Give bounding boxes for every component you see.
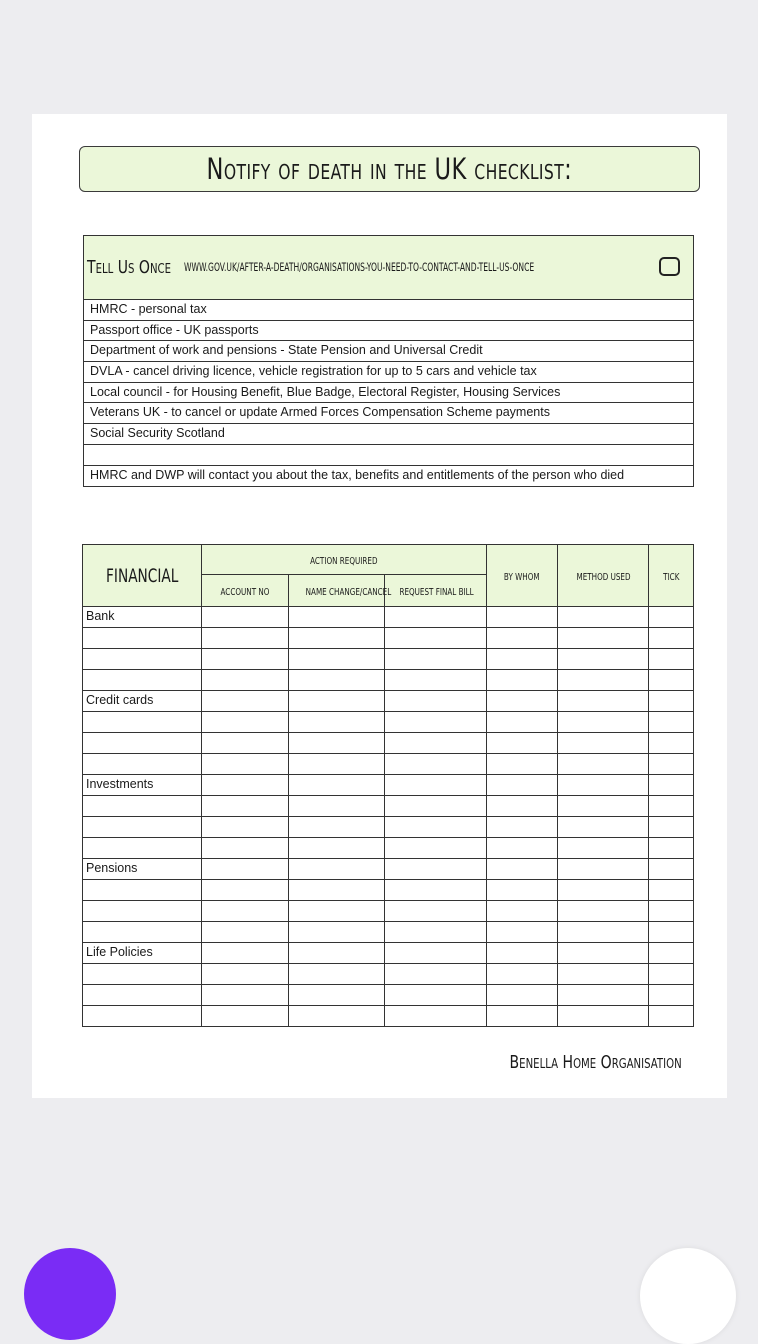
entry-cell[interactable] — [487, 649, 558, 670]
entry-cell[interactable] — [385, 754, 487, 775]
tick-header — [649, 545, 694, 607]
entry-cell[interactable] — [385, 1006, 487, 1027]
table-row — [83, 1006, 694, 1027]
entry-cell[interactable] — [558, 838, 649, 859]
entry-cell[interactable] — [385, 964, 487, 985]
entry-cell[interactable] — [487, 901, 558, 922]
entry-cell[interactable] — [385, 943, 487, 964]
entry-cell[interactable] — [649, 607, 694, 628]
entry-cell[interactable] — [487, 943, 558, 964]
section-label[interactable]: Bank — [83, 607, 202, 628]
entry-cell[interactable] — [385, 901, 487, 922]
entry-cell[interactable] — [202, 817, 289, 838]
entry-cell[interactable] — [289, 607, 385, 628]
entry-cell[interactable] — [558, 670, 649, 691]
entry-cell[interactable] — [202, 607, 289, 628]
by-whom-label: BY WHOM — [504, 571, 540, 583]
entry-cell[interactable] — [289, 712, 385, 733]
entry-cell[interactable] — [649, 796, 694, 817]
label-cell[interactable] — [83, 796, 202, 817]
entry-cell[interactable] — [487, 733, 558, 754]
entry-cell[interactable] — [289, 943, 385, 964]
entry-cell[interactable] — [649, 880, 694, 901]
entry-cell[interactable] — [558, 754, 649, 775]
entry-cell[interactable] — [649, 901, 694, 922]
entry-cell[interactable] — [385, 775, 487, 796]
financial-title: FINANCIAL — [105, 564, 179, 587]
section-label[interactable]: Investments — [83, 775, 202, 796]
action-required-header — [202, 545, 487, 575]
entry-cell[interactable] — [385, 796, 487, 817]
entry-cell[interactable] — [202, 775, 289, 796]
entry-cell[interactable] — [385, 859, 487, 880]
entry-cell[interactable] — [649, 754, 694, 775]
table-row — [83, 691, 694, 712]
entry-cell[interactable] — [385, 922, 487, 943]
entry-cell[interactable] — [487, 775, 558, 796]
footer-brand: Benella Home Organisation — [509, 1052, 682, 1073]
entry-cell[interactable] — [202, 859, 289, 880]
section-label[interactable]: Life Policies — [83, 943, 202, 964]
entry-cell[interactable] — [558, 649, 649, 670]
tuo-row-blank — [84, 445, 693, 466]
entry-cell[interactable] — [487, 964, 558, 985]
label-cell[interactable] — [83, 670, 202, 691]
label-cell[interactable] — [83, 880, 202, 901]
entry-cell[interactable] — [558, 628, 649, 649]
entry-cell[interactable] — [487, 607, 558, 628]
table-row — [83, 880, 694, 901]
checklist-sheet — [32, 114, 727, 1098]
entry-cell[interactable] — [385, 649, 487, 670]
entry-cell[interactable] — [289, 985, 385, 1006]
entry-cell[interactable] — [202, 628, 289, 649]
table-row — [83, 775, 694, 796]
tell-us-once-header — [84, 236, 693, 300]
entry-cell[interactable] — [487, 838, 558, 859]
entry-cell[interactable] — [202, 649, 289, 670]
entry-cell[interactable] — [487, 796, 558, 817]
label-cell[interactable] — [83, 649, 202, 670]
name-change-header — [289, 575, 392, 607]
entry-cell[interactable] — [202, 733, 289, 754]
entry-cell[interactable] — [385, 817, 487, 838]
section-label[interactable]: Credit cards — [83, 691, 202, 712]
entry-cell[interactable] — [649, 775, 694, 796]
label-cell[interactable] — [83, 922, 202, 943]
table-row — [83, 733, 694, 754]
entry-cell[interactable] — [385, 628, 487, 649]
entry-cell[interactable] — [202, 943, 289, 964]
entry-cell[interactable] — [202, 985, 289, 1006]
label-cell[interactable] — [83, 628, 202, 649]
table-row — [83, 712, 694, 733]
title-banner — [79, 146, 700, 192]
entry-cell[interactable] — [558, 775, 649, 796]
entry-cell[interactable] — [385, 712, 487, 733]
account-no-header — [202, 575, 289, 607]
tuo-row: Local council - for Housing Benefit, Blue Badge, Electoral Register, Housing Services — [84, 383, 693, 404]
purple-fab-button[interactable] — [24, 1248, 116, 1340]
entry-cell[interactable] — [289, 964, 385, 985]
entry-cell[interactable] — [289, 880, 385, 901]
table-row — [83, 901, 694, 922]
entry-cell[interactable] — [487, 817, 558, 838]
entry-cell[interactable] — [558, 964, 649, 985]
entry-cell[interactable] — [289, 838, 385, 859]
entry-cell[interactable] — [487, 1006, 558, 1027]
entry-cell[interactable] — [202, 922, 289, 943]
entry-cell[interactable] — [649, 985, 694, 1006]
entry-cell[interactable] — [289, 733, 385, 754]
label-cell[interactable] — [83, 985, 202, 1006]
entry-cell[interactable] — [487, 628, 558, 649]
table-row — [83, 859, 694, 880]
entry-cell[interactable] — [649, 922, 694, 943]
entry-cell[interactable] — [289, 922, 385, 943]
entry-cell[interactable] — [202, 838, 289, 859]
entry-cell[interactable] — [649, 964, 694, 985]
entry-cell[interactable] — [649, 691, 694, 712]
entry-cell[interactable] — [385, 607, 487, 628]
label-cell[interactable] — [83, 733, 202, 754]
tell-us-once-checkbox[interactable] — [659, 257, 680, 276]
table-row — [83, 607, 694, 628]
tuo-note: HMRC and DWP will contact you about the tax, benefits and entitlements of the person who died — [90, 467, 625, 482]
label-cell[interactable] — [83, 712, 202, 733]
entry-cell[interactable] — [289, 649, 385, 670]
table-row — [83, 838, 694, 859]
entry-cell[interactable] — [558, 796, 649, 817]
entry-cell[interactable] — [487, 880, 558, 901]
tuo-row: Passport office - UK passports — [84, 321, 693, 342]
entry-cell[interactable] — [558, 691, 649, 712]
entry-cell[interactable] — [487, 691, 558, 712]
entry-cell[interactable] — [202, 670, 289, 691]
tuo-row: DVLA - cancel driving licence, vehicle registration for up to 5 cars and vehicle tax — [84, 362, 693, 383]
financial-header — [83, 545, 202, 607]
table-row — [83, 964, 694, 985]
entry-cell[interactable] — [649, 670, 694, 691]
tuo-row: Veterans UK - to cancel or update Armed Forces Compensation Scheme payments — [84, 403, 693, 424]
label-cell[interactable] — [83, 754, 202, 775]
entry-cell[interactable] — [385, 838, 487, 859]
entry-cell[interactable] — [649, 649, 694, 670]
entry-cell[interactable] — [649, 628, 694, 649]
entry-cell[interactable] — [202, 964, 289, 985]
request-final-label: REQUEST FINAL BILL — [399, 586, 474, 598]
tuo-row: Social Security Scotland — [84, 424, 693, 445]
table-row — [83, 922, 694, 943]
table-row — [83, 943, 694, 964]
white-fab-button[interactable] — [640, 1248, 736, 1344]
page-title: Notify of death in the UK checklist: — [206, 152, 573, 186]
entry-cell[interactable] — [649, 817, 694, 838]
tick-label: TICK — [662, 571, 680, 583]
entry-cell[interactable] — [558, 1006, 649, 1027]
table-row — [83, 649, 694, 670]
entry-cell[interactable] — [649, 943, 694, 964]
entry-cell[interactable] — [289, 754, 385, 775]
entry-cell[interactable] — [558, 880, 649, 901]
entry-cell[interactable] — [289, 670, 385, 691]
action-required-label: ACTION REQUIRED — [310, 555, 378, 567]
label-cell[interactable] — [83, 817, 202, 838]
table-row — [83, 796, 694, 817]
entry-cell[interactable] — [289, 901, 385, 922]
entry-cell[interactable] — [558, 985, 649, 1006]
entry-cell[interactable] — [649, 859, 694, 880]
entry-cell[interactable] — [558, 943, 649, 964]
entry-cell[interactable] — [289, 796, 385, 817]
entry-cell[interactable] — [558, 817, 649, 838]
entry-cell[interactable] — [385, 733, 487, 754]
entry-cell[interactable] — [202, 712, 289, 733]
entry-cell[interactable] — [289, 775, 385, 796]
section-label[interactable]: Pensions — [83, 859, 202, 880]
method-used-header — [558, 545, 649, 607]
account-no-label: ACCOUNT NO — [220, 586, 270, 598]
entry-cell[interactable] — [487, 985, 558, 1006]
table-row — [83, 670, 694, 691]
by-whom-header — [487, 545, 558, 607]
entry-cell[interactable] — [385, 985, 487, 1006]
entry-cell[interactable] — [385, 691, 487, 712]
entry-cell[interactable] — [487, 754, 558, 775]
entry-cell[interactable] — [385, 670, 487, 691]
entry-cell[interactable] — [289, 691, 385, 712]
entry-cell[interactable] — [487, 859, 558, 880]
entry-cell[interactable] — [202, 796, 289, 817]
entry-cell[interactable] — [202, 901, 289, 922]
request-final-header — [385, 575, 487, 607]
entry-cell[interactable] — [289, 628, 385, 649]
tell-us-once-section — [83, 235, 694, 487]
entry-cell[interactable] — [558, 733, 649, 754]
entry-cell[interactable] — [649, 712, 694, 733]
method-used-label: METHOD USED — [576, 571, 631, 583]
table-row — [83, 817, 694, 838]
table-row — [83, 985, 694, 1006]
label-cell[interactable] — [83, 838, 202, 859]
tell-us-once-title: Tell Us Once — [87, 257, 172, 278]
entry-cell[interactable] — [202, 754, 289, 775]
table-row — [83, 754, 694, 775]
entry-cell[interactable] — [289, 817, 385, 838]
entry-cell[interactable] — [649, 733, 694, 754]
entry-cell[interactable] — [558, 712, 649, 733]
entry-cell[interactable] — [558, 607, 649, 628]
entry-cell[interactable] — [385, 880, 487, 901]
tuo-row: Department of work and pensions - State Pension and Universal Credit — [84, 341, 693, 362]
entry-cell[interactable] — [558, 859, 649, 880]
entry-cell[interactable] — [289, 1006, 385, 1027]
entry-cell[interactable] — [649, 1006, 694, 1027]
tell-us-once-url: WWW.GOV.UK/AFTER-A-DEATH/ORGANISATIONS-YOU-NEED-TO-CONTACT-AND-TELL-US-ONCE — [184, 260, 535, 274]
entry-cell[interactable] — [202, 1006, 289, 1027]
entry-cell[interactable] — [487, 712, 558, 733]
entry-cell[interactable] — [487, 922, 558, 943]
name-change-label: NAME CHANGE/CANCEL — [305, 586, 392, 598]
table-row — [83, 628, 694, 649]
label-cell[interactable] — [83, 964, 202, 985]
label-cell[interactable] — [83, 901, 202, 922]
financial-table — [82, 544, 694, 1027]
entry-cell[interactable] — [558, 922, 649, 943]
entry-cell[interactable] — [558, 901, 649, 922]
entry-cell[interactable] — [289, 859, 385, 880]
label-cell[interactable] — [83, 1006, 202, 1027]
entry-cell[interactable] — [487, 670, 558, 691]
entry-cell[interactable] — [202, 880, 289, 901]
entry-cell[interactable] — [649, 838, 694, 859]
tuo-row: HMRC - personal tax — [84, 300, 693, 321]
entry-cell[interactable] — [202, 691, 289, 712]
